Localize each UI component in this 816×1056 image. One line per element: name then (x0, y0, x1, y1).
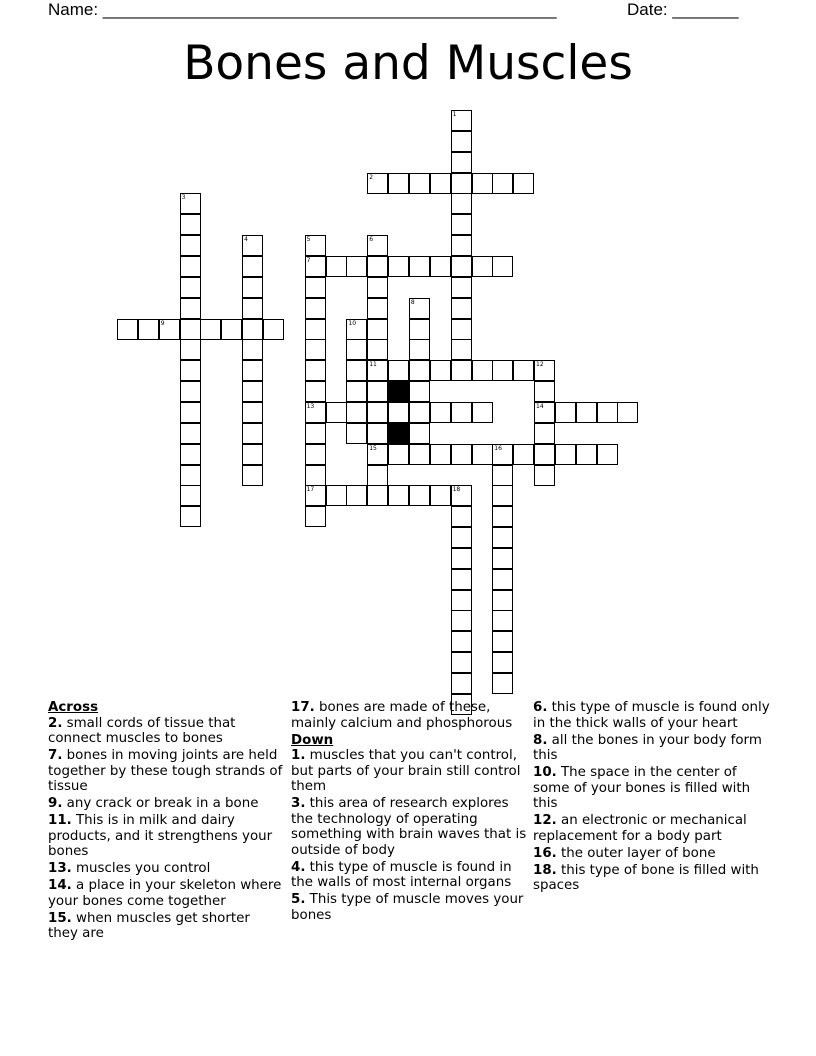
clue-number: 1 (452, 111, 457, 118)
grid-cell[interactable] (492, 652, 513, 673)
grid-cell[interactable] (451, 569, 472, 590)
grid-cell[interactable] (305, 235, 326, 256)
grid-cell[interactable] (451, 548, 472, 569)
down-clue-3: 3. this area of research explores the technology of operating something with brain waves that is outside of body (291, 796, 527, 858)
grid-cell[interactable] (200, 319, 221, 340)
grid-cell[interactable] (242, 256, 263, 277)
clue-number: 9 (160, 319, 165, 327)
grid-cell[interactable] (451, 673, 472, 694)
grid-cell[interactable] (472, 173, 493, 194)
grid-cell[interactable] (242, 402, 263, 423)
grid-cell[interactable] (305, 339, 326, 360)
grid-cell[interactable] (472, 402, 493, 423)
clue-number: 12 (536, 361, 544, 369)
grid-cell[interactable] (242, 423, 263, 444)
clue-number: 2 (369, 173, 374, 181)
grid-cell[interactable] (492, 673, 513, 694)
down-clue-4: 4. this type of muscle is found in the walls of most internal organs (291, 859, 512, 890)
grid-cell[interactable] (451, 152, 472, 173)
grid-cell[interactable] (367, 465, 388, 486)
grid-cell[interactable] (492, 485, 513, 506)
grid-cell[interactable] (388, 402, 409, 423)
grid-cell[interactable] (430, 256, 451, 277)
grid-cell[interactable] (534, 423, 555, 444)
grid-cell[interactable] (242, 339, 263, 360)
across-heading: Across (48, 700, 99, 715)
grid-cell[interactable] (180, 465, 201, 486)
grid-cell[interactable] (492, 610, 513, 631)
grid-cell[interactable] (451, 360, 472, 381)
grid-cell[interactable] (305, 506, 326, 527)
grid-cell[interactable] (346, 485, 367, 506)
grid-cell[interactable] (305, 256, 326, 277)
across-clue-2: 2. small cords of tissue that connect muscles to bones (48, 715, 236, 746)
grid-cell[interactable] (430, 360, 451, 381)
name-label: Name: (48, 0, 103, 19)
grid-cell[interactable] (305, 465, 326, 486)
grid-cell[interactable] (180, 235, 201, 256)
grid-cell[interactable] (555, 402, 576, 423)
grid-cell[interactable] (326, 256, 347, 277)
grid-cell[interactable] (367, 256, 388, 277)
grid-cell[interactable] (346, 423, 367, 444)
grid-cell[interactable] (451, 235, 472, 256)
clues-column-3 (533, 700, 773, 895)
grid-cell[interactable] (492, 173, 513, 194)
down-clue-5: 5. This type of muscle moves your bones (291, 892, 524, 923)
grid-cell[interactable] (180, 319, 201, 340)
grid-cell[interactable] (409, 319, 430, 340)
grid-cell[interactable] (367, 423, 388, 444)
grid-cell[interactable] (576, 402, 597, 423)
down-clue-6: 6. this type of muscle is found only in the thick walls of your heart (533, 700, 770, 731)
down-clue-8: 8. all the bones in your body form this (533, 732, 762, 763)
grid-cell[interactable] (409, 256, 430, 277)
across-clue-9: 9. any crack or break in a bone (48, 796, 259, 811)
grid-cell[interactable] (451, 402, 472, 423)
grid-cell[interactable] (305, 381, 326, 402)
clue-number: 3 (181, 194, 186, 202)
grid-cell[interactable] (409, 360, 430, 381)
clue-number: 10 (348, 319, 357, 327)
grid-cell[interactable] (367, 277, 388, 298)
grid-cell[interactable] (138, 319, 159, 340)
down-clue-10: 10. The space in the center of some of your bones is filled with this (533, 765, 751, 811)
grid-cell[interactable] (180, 193, 201, 214)
clue-number: 5 (306, 236, 311, 244)
grid-cell[interactable] (305, 319, 326, 340)
grid-cell[interactable] (451, 610, 472, 631)
grid-cell[interactable] (492, 631, 513, 652)
grid-cell[interactable] (555, 444, 576, 465)
down-clue-12: 12. an electronic or mechanical replacement for a body part (533, 813, 747, 844)
grid-cell[interactable] (409, 339, 430, 360)
grid-cell[interactable] (346, 360, 367, 381)
grid-cell[interactable] (305, 360, 326, 381)
grid-cell[interactable] (451, 506, 472, 527)
grid-cell[interactable] (367, 235, 388, 256)
grid-cell[interactable] (451, 173, 472, 194)
grid-cell[interactable] (451, 652, 472, 673)
clue-number: 4 (244, 236, 248, 244)
grid-cell[interactable] (409, 402, 430, 423)
grid-cell[interactable] (180, 339, 201, 360)
clues-column-1 (48, 700, 283, 943)
grid-cell[interactable] (534, 402, 555, 423)
grid-cell[interactable] (597, 402, 618, 423)
grid-cell[interactable] (242, 444, 263, 465)
grid-cell[interactable] (180, 360, 201, 381)
grid-cell[interactable] (180, 214, 201, 235)
grid-cell[interactable] (263, 319, 284, 340)
grid-cell[interactable] (492, 360, 513, 381)
grid-cell[interactable] (513, 444, 534, 465)
down-clue-1: 1. muscles that you can't control, but parts of your brain still control them (291, 748, 521, 794)
grid-cell[interactable] (367, 319, 388, 340)
grid-cell[interactable] (388, 485, 409, 506)
clue-number: 8 (410, 298, 415, 306)
page-title: Bones and Muscles (183, 36, 633, 91)
grid-cell[interactable] (451, 631, 472, 652)
grid-cell[interactable] (159, 319, 180, 340)
down-clue-18: 18. this type of bone is filled with spaces (533, 862, 759, 893)
grid-cell[interactable] (492, 548, 513, 569)
clue-number: 18 (452, 486, 461, 494)
grid-cell[interactable] (305, 277, 326, 298)
grid-cell[interactable] (409, 298, 430, 319)
grid-cell[interactable] (367, 298, 388, 319)
clue-number: 7 (306, 257, 311, 264)
grid-cell[interactable] (388, 256, 409, 277)
grid-cell[interactable] (367, 444, 388, 465)
grid-cell[interactable] (388, 173, 409, 194)
grid-cell[interactable] (492, 444, 513, 465)
grid-cell[interactable] (409, 173, 430, 194)
grid-cell[interactable] (242, 319, 263, 340)
grid-cell[interactable] (242, 277, 263, 298)
grid-cell[interactable] (534, 381, 555, 402)
grid-cell[interactable] (513, 173, 534, 194)
grid-cell[interactable] (221, 319, 242, 340)
grid-cell[interactable] (180, 444, 201, 465)
grid-cell[interactable] (242, 235, 263, 256)
grid-cell[interactable] (451, 319, 472, 340)
clue-number: 16 (494, 444, 502, 452)
grid-cell[interactable] (451, 298, 472, 319)
grid-cell[interactable] (305, 485, 326, 506)
grid-cell[interactable] (180, 298, 201, 319)
clue-number: 14 (536, 402, 544, 410)
grid-cell[interactable] (388, 444, 409, 465)
clue-number: 17 (306, 486, 315, 494)
grid-cell[interactable] (326, 485, 347, 506)
across-clue-11: 11. This is in milk and dairy products, and it strengthens your bones (48, 813, 273, 859)
grid-cell[interactable] (430, 402, 451, 423)
grid-cell[interactable] (597, 444, 618, 465)
grid-cell[interactable] (180, 402, 201, 423)
grid-cell[interactable] (534, 444, 555, 465)
grid-cell[interactable] (242, 465, 263, 486)
grid-cell[interactable] (492, 256, 513, 277)
grid-cell[interactable] (472, 360, 493, 381)
grid-cell[interactable] (492, 506, 513, 527)
grid-cell[interactable] (180, 485, 201, 506)
grid-cell[interactable] (451, 256, 472, 277)
grid-cell[interactable] (409, 381, 430, 402)
grid-cell[interactable] (346, 319, 367, 340)
grid-cell[interactable] (472, 444, 493, 465)
grid-cell[interactable] (367, 485, 388, 506)
grid-cell[interactable] (617, 402, 638, 423)
across-clue-7: 7. bones in moving joints are held together by these tough strands of tissue (48, 748, 283, 794)
date-line[interactable] (627, 0, 739, 20)
name-line[interactable] (48, 0, 557, 20)
grid-cell[interactable] (472, 256, 493, 277)
date-blank[interactable]: _______ (672, 0, 739, 19)
grid-cell[interactable] (117, 319, 138, 340)
across-clue-14: 14. a place in your skeleton where your bones come together (48, 878, 282, 909)
across-clue-15: 15. when muscles get shorter they are (48, 910, 250, 941)
grid-cell[interactable] (409, 423, 430, 444)
across-clue-13: 13. muscles you control (48, 861, 211, 876)
grid-cell[interactable] (409, 444, 430, 465)
grid-cell[interactable] (492, 527, 513, 548)
grid-cell[interactable] (430, 444, 451, 465)
grid-cell[interactable] (367, 339, 388, 360)
grid-cell[interactable] (305, 444, 326, 465)
grid-cell[interactable] (346, 402, 367, 423)
grid-cell[interactable] (492, 569, 513, 590)
black-cell (388, 423, 409, 444)
grid-cell[interactable] (451, 110, 472, 131)
grid-cell[interactable] (388, 360, 409, 381)
grid-cell[interactable] (451, 214, 472, 235)
grid-cell[interactable] (305, 402, 326, 423)
grid-cell[interactable] (180, 277, 201, 298)
grid-cell[interactable] (451, 339, 472, 360)
clue-number: 15 (369, 444, 377, 452)
grid-cell[interactable] (346, 381, 367, 402)
name-blank[interactable]: ________________________________________________ (102, 0, 557, 19)
grid-cell[interactable] (367, 173, 388, 194)
grid-cell[interactable] (513, 360, 534, 381)
clues-column-2 (291, 700, 527, 925)
grid-cell[interactable] (242, 360, 263, 381)
across-clue-17: 17. bones are made of these, mainly calcium and phosphorous (291, 700, 513, 731)
down-clue-16: 16. the outer layer of bone (533, 845, 716, 861)
down-heading: Down (291, 732, 334, 748)
black-cell (388, 381, 409, 402)
grid-cell[interactable] (242, 298, 263, 319)
grid-cell[interactable] (180, 381, 201, 402)
grid-cell[interactable] (367, 381, 388, 402)
grid-cell[interactable] (534, 360, 555, 381)
grid-cell[interactable] (409, 485, 430, 506)
clue-number: 11 (369, 361, 377, 369)
grid-cell[interactable] (346, 339, 367, 360)
grid-cell[interactable] (451, 193, 472, 214)
grid-cell[interactable] (305, 423, 326, 444)
grid-cell[interactable] (430, 173, 451, 194)
grid-cell[interactable] (451, 444, 472, 465)
grid-cell[interactable] (451, 485, 472, 506)
grid-cell[interactable] (576, 444, 597, 465)
grid-cell[interactable] (180, 423, 201, 444)
grid-cell[interactable] (180, 256, 201, 277)
clue-number: 6 (369, 236, 374, 244)
grid-cell[interactable] (430, 485, 451, 506)
grid-cell[interactable] (451, 131, 472, 152)
grid-cell[interactable] (305, 298, 326, 319)
grid-cell[interactable] (451, 277, 472, 298)
grid-cell[interactable] (534, 465, 555, 486)
grid-cell[interactable] (180, 506, 201, 527)
grid-cell[interactable] (367, 402, 388, 423)
grid-cell[interactable] (346, 256, 367, 277)
grid-cell[interactable] (492, 590, 513, 611)
date-label: Date: (627, 0, 673, 19)
grid-cell[interactable] (326, 402, 347, 423)
grid-cell[interactable] (492, 465, 513, 486)
grid-cell[interactable] (367, 360, 388, 381)
grid-cell[interactable] (242, 381, 263, 402)
clue-number: 13 (306, 402, 315, 410)
grid-cell[interactable] (451, 527, 472, 548)
grid-cell[interactable] (451, 590, 472, 611)
